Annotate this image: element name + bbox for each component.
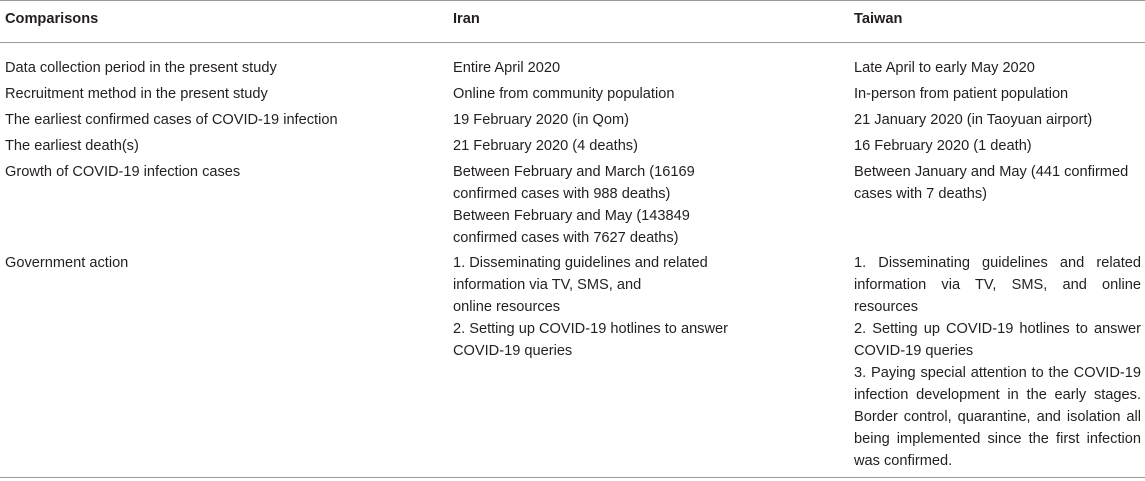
row-3-iran: 19 February 2020 (in Qom) xyxy=(453,112,630,128)
row-6-label: Government action xyxy=(5,255,129,271)
table-top-rule xyxy=(0,0,1145,1)
header-taiwan: Taiwan xyxy=(854,11,903,27)
row-2-label: Recruitment method in the present study xyxy=(5,86,268,102)
table-header-rule xyxy=(0,42,1145,43)
row-6-taiwan xyxy=(854,252,1141,472)
row-2-taiwan: In-person from patient population xyxy=(854,86,1069,102)
row-3-label: The earliest confirmed cases of COVID-19 infection xyxy=(5,112,338,128)
header-comparisons: Comparisons xyxy=(5,11,99,27)
row-5-iran-line-1: Between February and March (16169 confirmed cases with 988 deaths) xyxy=(453,164,695,202)
row-5-label: Growth of COVID-19 infection cases xyxy=(5,164,241,180)
row-5-taiwan: Between January and May (441 confirmed cases with 7 deaths) xyxy=(854,164,1129,202)
row-6-taiwan-line-2: 2. Setting up COVID-19 hotlines to answer COVID-19 queries xyxy=(854,321,1141,359)
row-6-taiwan-line-1: 1. Disseminating guidelines and related information via TV, SMS, and online resources xyxy=(854,255,1141,315)
row-1-taiwan: Late April to early May 2020 xyxy=(854,60,1035,76)
row-5-iran xyxy=(453,161,738,249)
row-1-iran: Entire April 2020 xyxy=(453,60,561,76)
row-6-taiwan-line-3: 3. Paying special attention to the COVID-19 infection development in the early stages. Border control, quarantine, and isolation all being implemented since the first infection was confirmed. xyxy=(854,365,1141,469)
row-4-iran: 21 February 2020 (4 deaths) xyxy=(453,138,638,154)
table-bottom-rule xyxy=(0,477,1145,478)
header-iran: Iran xyxy=(453,11,480,27)
row-6-iran-line-1b: online resources xyxy=(453,299,561,315)
row-6-iran-line-2: 2. Setting up COVID-19 hotlines to answer COVID-19 queries xyxy=(453,321,728,359)
row-6-iran-line-1: 1. Disseminating guidelines and related information via TV, SMS, and xyxy=(453,255,708,293)
row-3-taiwan: 21 January 2020 (in Taoyuan airport) xyxy=(854,112,1093,128)
row-2-iran: Online from community population xyxy=(453,86,675,102)
row-4-label: The earliest death(s) xyxy=(5,138,139,154)
row-4-taiwan: 16 February 2020 (1 death) xyxy=(854,138,1032,154)
row-1-label: Data collection period in the present study xyxy=(5,60,277,76)
row-6-iran xyxy=(453,252,753,362)
row-5-iran-line-2: Between February and May (143849 confirmed cases with 7627 deaths) xyxy=(453,208,690,246)
